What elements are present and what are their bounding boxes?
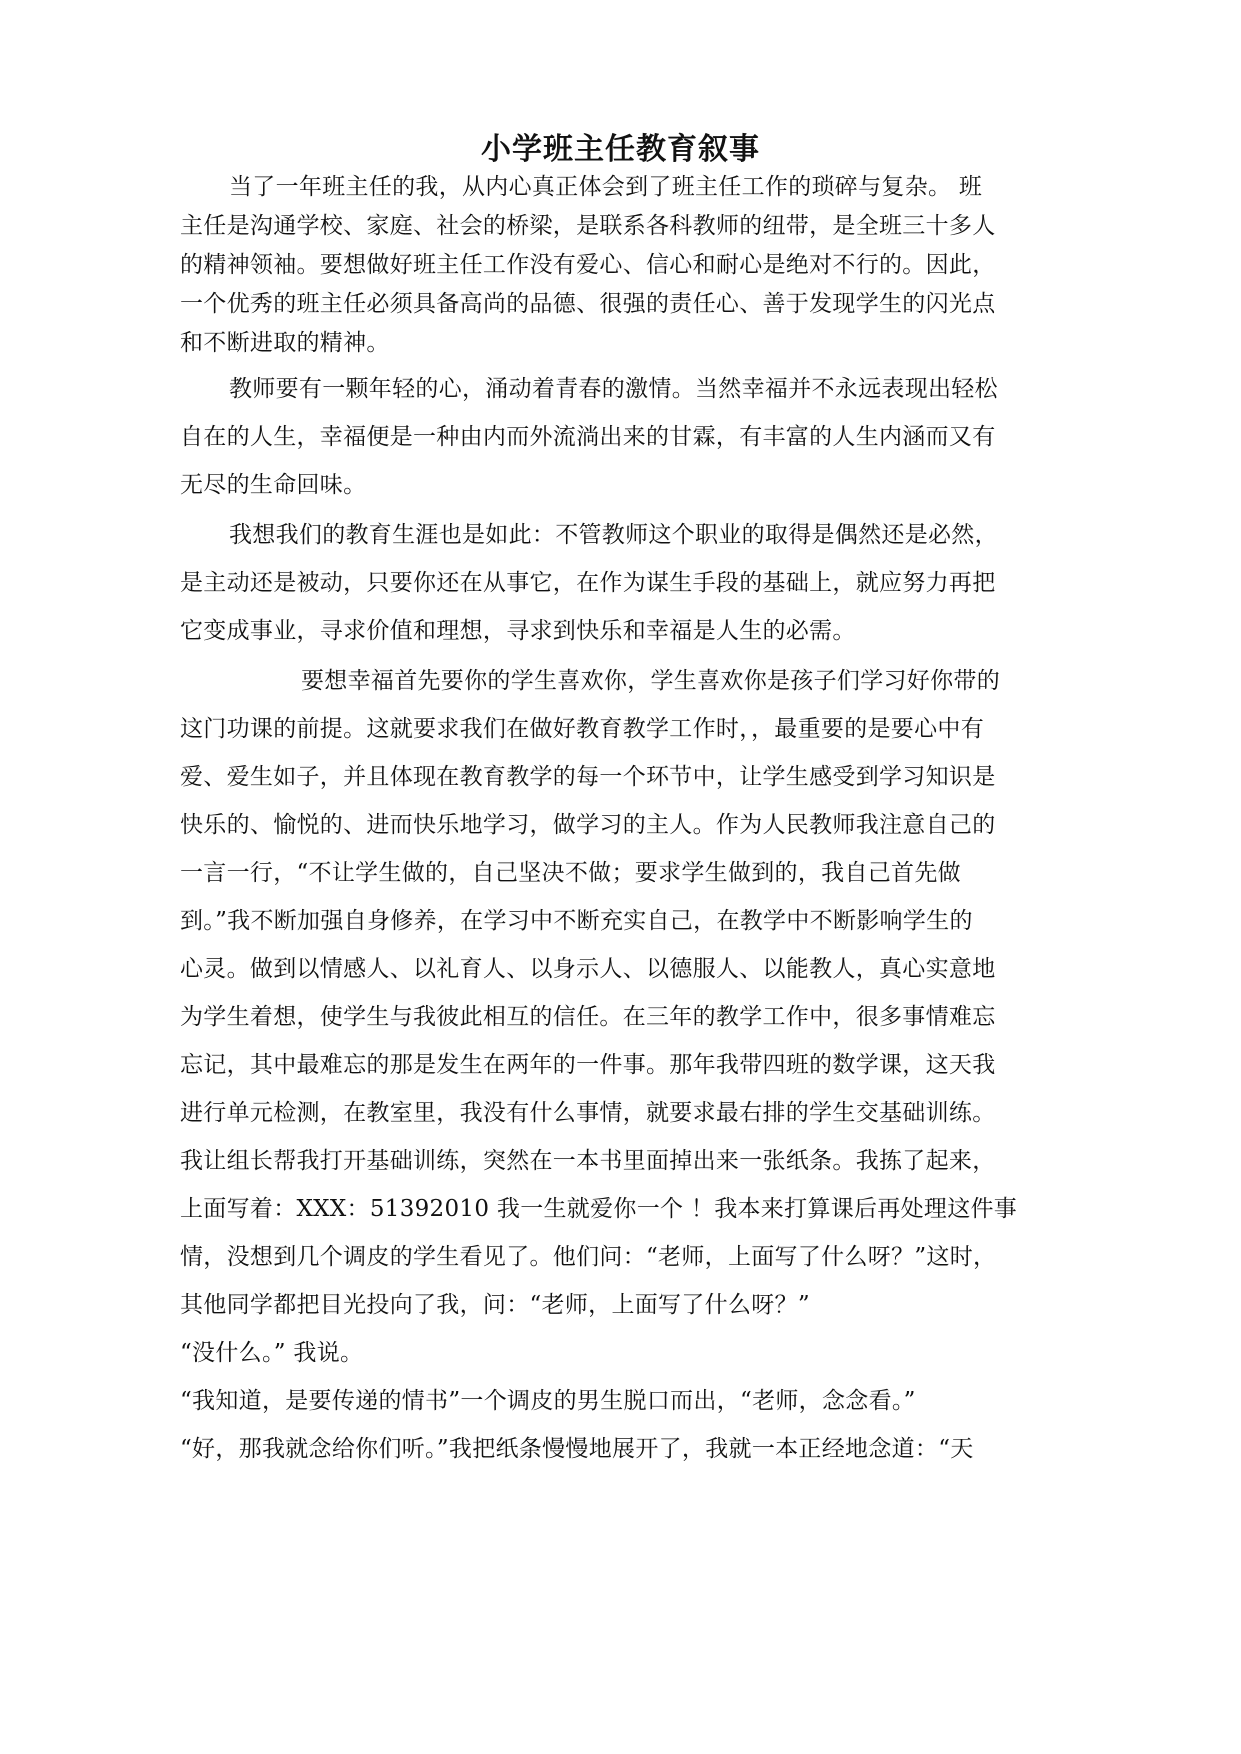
text-line: 当了一年班主任的我，从内心真正体会到了班主任工作的琐碎与复杂。 班 [229, 174, 983, 200]
text-line: 我想我们的教育生涯也是如此：不管教师这个职业的取得是偶然还是必然， [229, 522, 998, 548]
text-line: 情，没想到几个调皮的学生看见了。他们问：“老师，上面写了什么呀？”这时， [180, 1244, 997, 1270]
text-line: 的精神领袖。要想做好班主任工作没有爱心、信心和耐心是绝对不行的。因此， [180, 252, 996, 278]
text-line: 要想幸福首先要你的学生喜欢你，学生喜欢你是孩子们学习好你带的 [301, 668, 1000, 694]
document-title: 小学班主任教育叙事 [481, 132, 760, 167]
text-line: “好，那我就念给你们听。”我把纸条慢慢地展开了，我就一本正经地念道：“天 [180, 1436, 974, 1462]
text-line: 和不断进取的精神。 [180, 330, 390, 356]
text-line: 一言一行，“不让学生做的，自己坚决不做；要求学生做到的，我自己首先做 [180, 860, 961, 886]
text-line: 自在的人生，幸福便是一种由内而外流淌出来的甘霖，有丰富的人生内涵而又有 [180, 424, 996, 450]
text-line: 进行单元检测，在教室里，我没有什么事情，就要求最右排的学生交基础训练。 [180, 1100, 996, 1126]
text-line: 其他同学都把目光投向了我，问：“老师，上面写了什么呀？” [180, 1292, 810, 1318]
text-line: 一个优秀的班主任必须具备高尚的品德、很强的责任心、善于发现学生的闪光点 [180, 291, 996, 317]
text-line: 忘记，其中最难忘的那是发生在两年的一件事。那年我带四班的数学课，这天我 [180, 1052, 996, 1078]
text-line: 这门功课的前提。这就要求我们在做好教育教学工作时，，最重要的是要心中有 [180, 716, 984, 742]
text-line: “没什么。” 我说。 [180, 1340, 364, 1366]
text-line: 主任是沟通学校、家庭、社会的桥梁，是联系各科教师的纽带，是全班三十多人 [180, 213, 996, 239]
text-line: 到。”我不断加强自身修养，在学习中不断充实自己，在教学中不断影响学生的 [180, 908, 973, 934]
text-line: 教师要有一颗年轻的心，涌动着青春的激情。当然幸福并不永远表现出轻松 [229, 376, 998, 402]
text-line: 爱、爱生如子，并且体现在教育教学的每一个环节中，让学生感受到学习知识是 [180, 764, 996, 790]
text-line: 心灵。做到以情感人、以礼育人、以身示人、以德服人、以能教人，真心实意地 [180, 956, 996, 982]
text-line: 无尽的生命回味。 [180, 472, 367, 498]
text-line: 它变成事业，寻求价值和理想，寻求到快乐和幸福是人生的必需。 [180, 618, 856, 644]
text-line: 上面写着：XXX：51392010 我一生就爱你一个 ！我本来打算课后再处理这件事 [180, 1196, 1018, 1222]
text-line: 快乐的、愉悦的、进而快乐地学习，做学习的主人。作为人民教师我注意自己的 [180, 812, 996, 838]
text-line: 我让组长帮我打开基础训练，突然在一本书里面掉出来一张纸条。我拣了起来， [180, 1148, 996, 1174]
text-line: 为学生着想，使学生与我彼此相互的信任。在三年的教学工作中，很多事情难忘 [180, 1004, 996, 1030]
text-line: 是主动还是被动，只要你还在从事它，在作为谋生手段的基础上，就应努力再把 [180, 570, 996, 596]
text-line: “我知道，是要传递的情书”一个调皮的男生脱口而出，“老师，念念看。” [180, 1388, 916, 1414]
